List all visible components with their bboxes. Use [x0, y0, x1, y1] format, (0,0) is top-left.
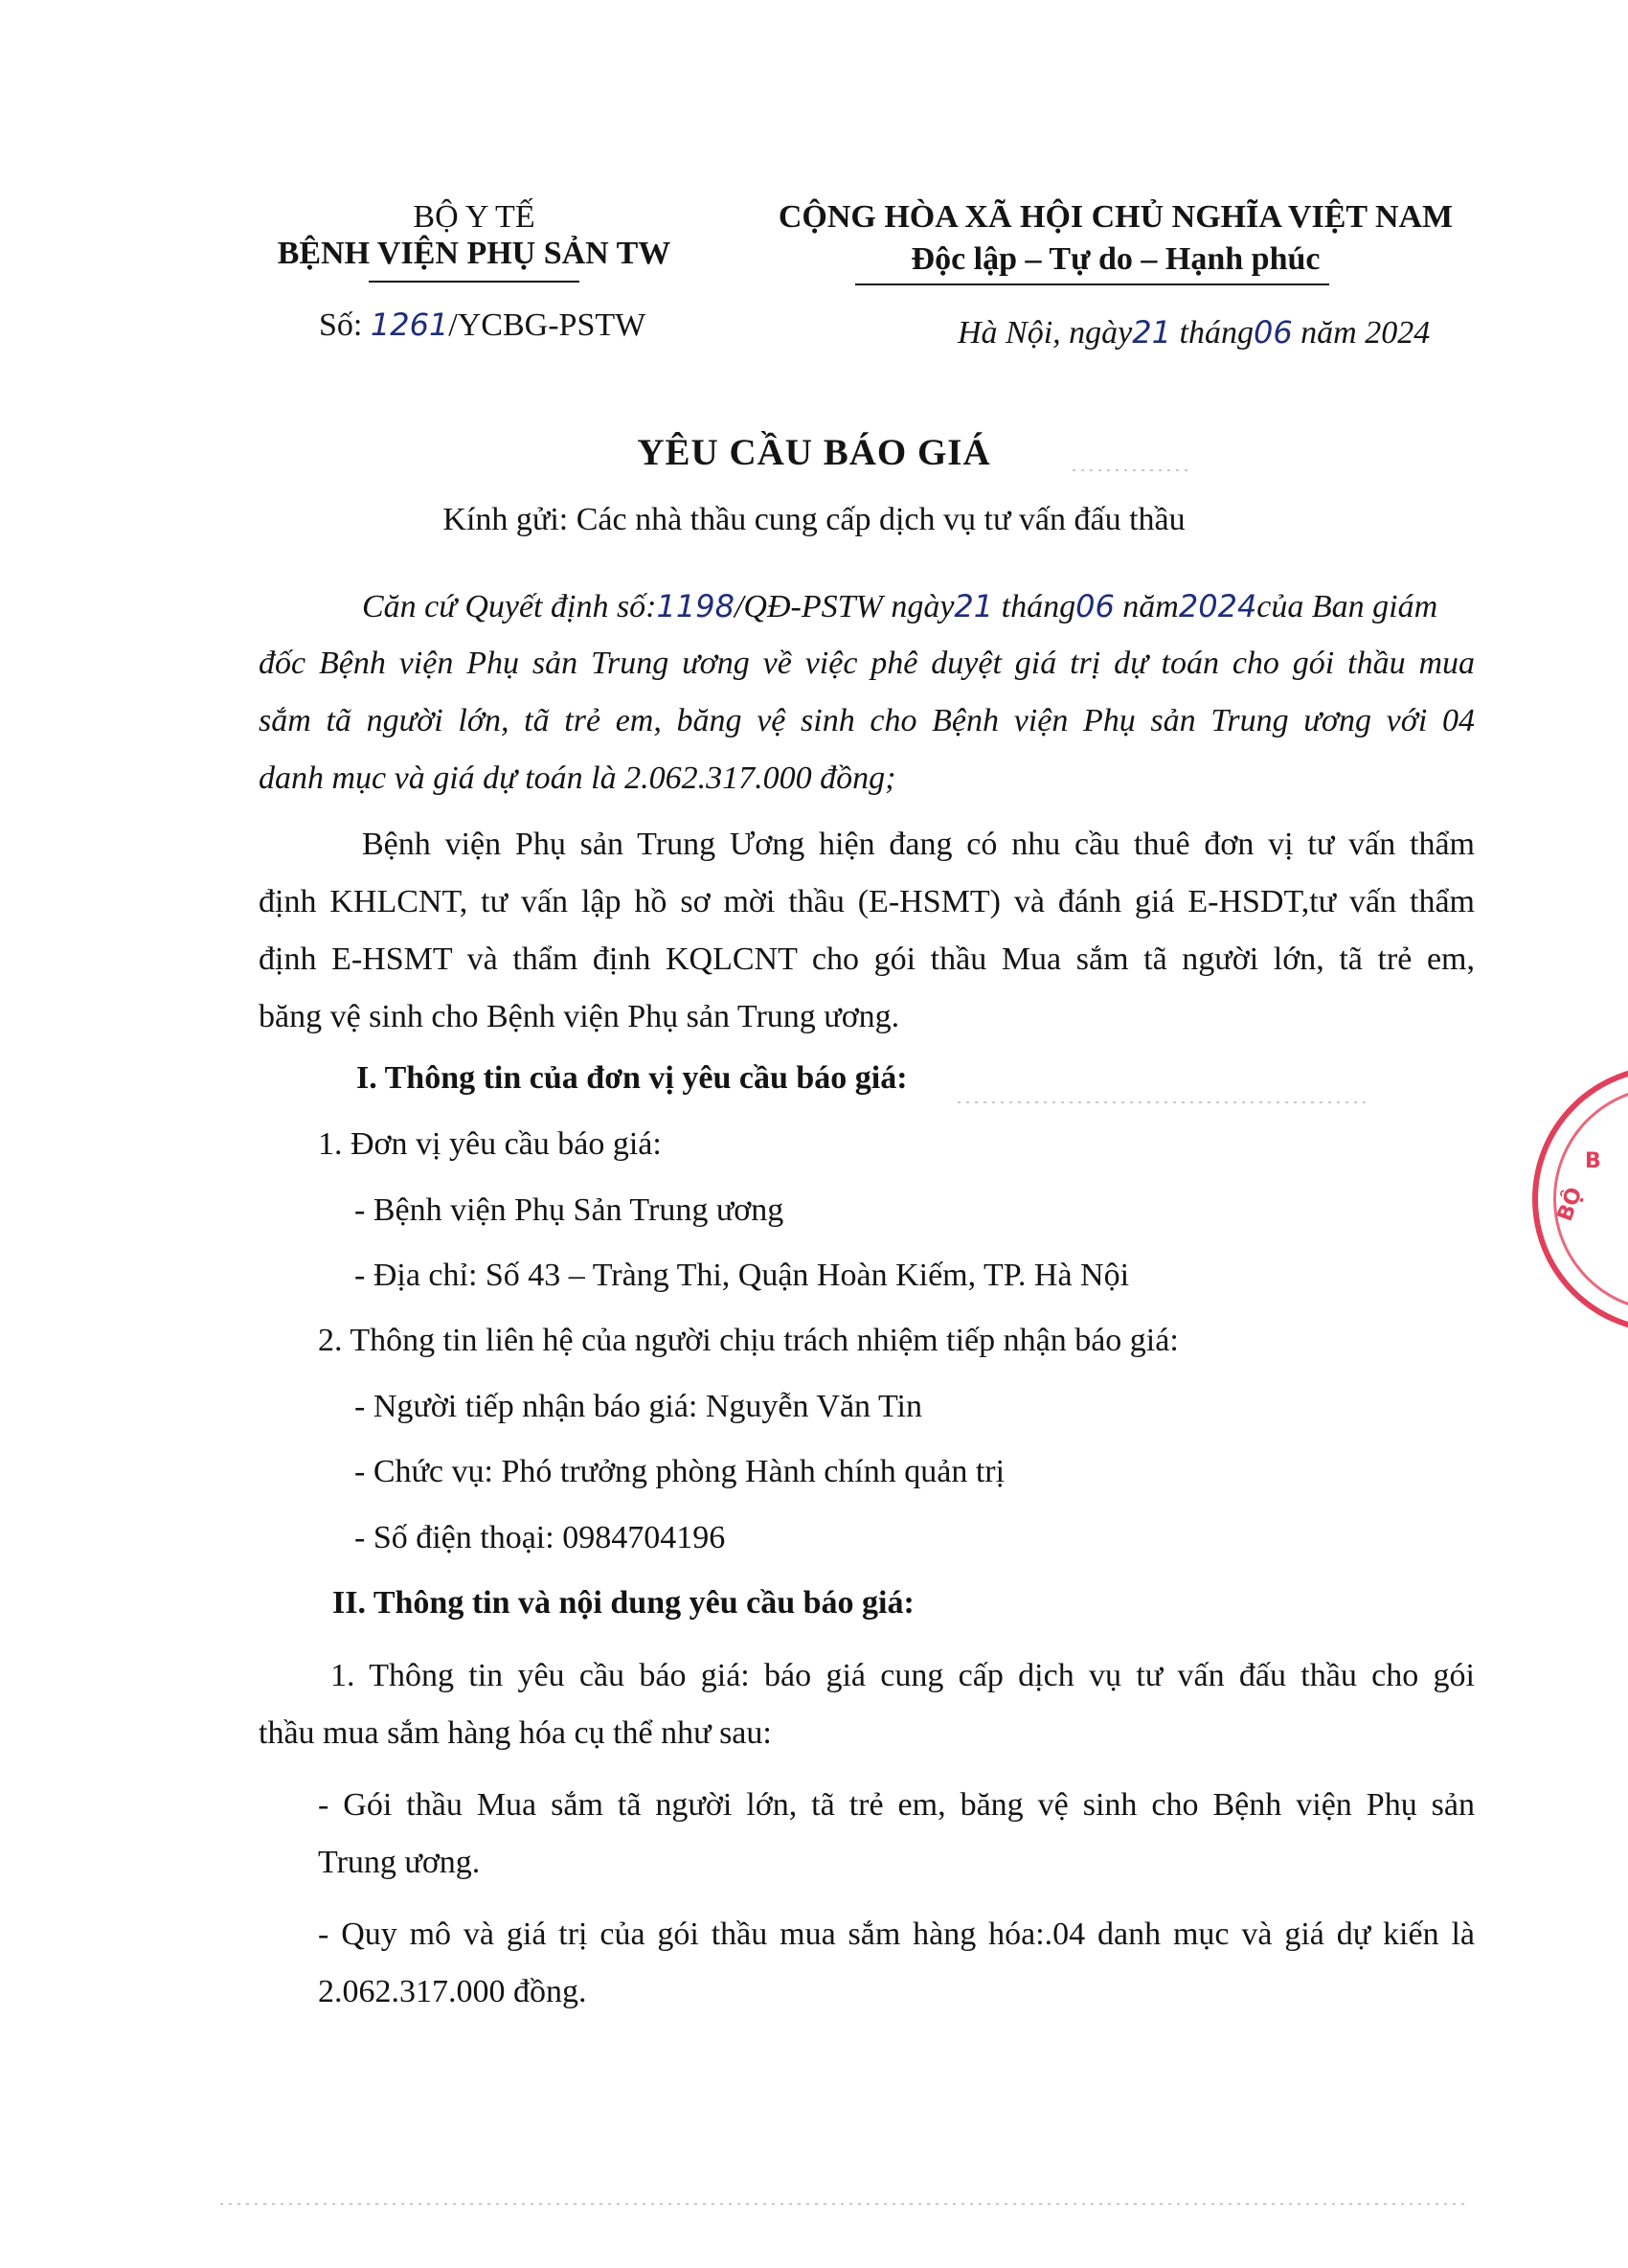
section-2-item-1-line-2: thầu mua sắm hàng hóa cụ thể như sau: [259, 1715, 772, 1751]
document-date [958, 314, 1430, 352]
intro-line-1: Bệnh viện Phụ sản Trung Ương hiện đang có nhu cầu thuê đơn vị tư vấn thẩm [362, 827, 1475, 862]
section-2-bullet-2-line-2: 2.062.317.000 đồng. [318, 1974, 587, 2009]
document-number [319, 306, 645, 344]
date-month-label: tháng [1179, 315, 1254, 351]
basis-text-b: /QĐ-PSTW ngày [734, 589, 955, 624]
date-month: 06 [1253, 314, 1293, 351]
section-2-item-1-line-1: 1. Thông tin yêu cầu báo giá: báo giá cung cấp dịch vụ tư vấn đấu thầu cho gói [330, 1658, 1475, 1693]
scan-artifact [220, 2203, 1465, 2205]
stamp-text-2: BỘ [1552, 1184, 1588, 1225]
motto-underline [855, 284, 1329, 285]
scan-artifact [958, 1101, 1369, 1103]
intro-line-2: định KHLCNT, tư vấn lập hồ sơ mời thầu (E-HSMT) và đánh giá E-HSDT,tư vấn thẩm [259, 884, 1475, 919]
section-1-heading: I. Thông tin của đơn vị yêu cầu báo giá: [356, 1060, 908, 1096]
section-1-item-1b: - Địa chỉ: Số 43 – Tràng Thi, Quận Hoàn Kiếm, TP. Hà Nội [354, 1258, 1130, 1293]
section-1-item-1: 1. Đơn vị yêu cầu báo giá: [318, 1126, 662, 1162]
basis-line-4: danh mục và giá dự toán là 2.062.317.000 đồng; [259, 760, 896, 796]
basis-month: 06 [1075, 588, 1115, 624]
section-2-bullet-1-line-2: Trung ương. [318, 1845, 481, 1880]
section-2-heading: II. Thông tin và nội dung yêu cầu báo giá: [332, 1585, 915, 1621]
intro-line-4: băng vệ sinh cho Bệnh viện Phụ sản Trung ương. [259, 999, 900, 1034]
basis-text-e: của Ban giám [1256, 589, 1438, 624]
number-handwritten: 1261 [370, 306, 449, 343]
country-name: CỘNG HÒA XÃ HỘI CHỦ NGHĨA VIỆT NAM [778, 199, 1454, 235]
basis-line-2: đốc Bệnh viện Phụ sản Trung ương về việc phê duyệt giá trị dự toán cho gói thầu mua [259, 646, 1475, 681]
scan-artifact [1073, 469, 1187, 471]
stamp-text-1: B [1585, 1149, 1601, 1173]
intro-line-3: định E-HSMT và thẩm định KQLCNT cho gói thầu Mua sắm tã người lớn, tã trẻ em, [259, 941, 1475, 977]
basis-paragraph [259, 578, 1475, 807]
section-1-item-1a: - Bệnh viện Phụ Sản Trung ương [354, 1192, 784, 1228]
basis-year: 2024 [1178, 588, 1257, 624]
basis-text-c: tháng [1001, 589, 1076, 624]
recipient-line: Kính gửi: Các nhà thầu cung cấp dịch vụ tư vấn đấu thầu [442, 502, 1186, 537]
national-motto: Độc lập – Tự do – Hạnh phúc [911, 241, 1321, 277]
section-1-item-2c: - Số điện thoại: 0984704196 [354, 1520, 726, 1555]
basis-day: 21 [954, 588, 994, 624]
section-2-bullet-2-line-1: - Quy mô và giá trị của gói thầu mua sắm hàng hóa:.04 danh mục và giá dự kiến là [318, 1916, 1475, 1952]
date-prefix: Hà Nội, ngày [958, 315, 1133, 351]
section-1-item-2: 2. Thông tin liên hệ của người chịu trách nhiệm tiếp nhận báo giá: [318, 1323, 1179, 1358]
date-year: năm 2024 [1300, 315, 1431, 351]
section-2-bullet-2 [318, 1906, 1475, 2021]
basis-line-1 [259, 578, 1475, 635]
section-2-item-1 [259, 1647, 1475, 1762]
date-day: 21 [1132, 314, 1171, 351]
basis-text-a: Căn cứ Quyết định số: [362, 589, 657, 624]
section-1-item-2b: - Chức vụ: Phó trưởng phòng Hành chính quản trị [354, 1454, 1006, 1489]
hospital-underline [369, 281, 579, 283]
document-title: YÊU CẦU BÁO GIÁ [637, 432, 991, 473]
basis-text-d: năm [1122, 589, 1179, 624]
section-2-bullet-1-line-1: - Gói thầu Mua sắm tã người lớn, tã trẻ em, băng vệ sinh cho Bệnh viện Phụ sản [318, 1787, 1475, 1823]
number-prefix: Số: [319, 307, 363, 343]
hospital-name: BỆNH VIỆN PHỤ SẢN TW [277, 236, 671, 271]
section-2-bullet-1 [318, 1777, 1475, 1892]
ministry-name: BỘ Y TẾ [413, 199, 535, 235]
section-1-item-2a: - Người tiếp nhận báo giá: Nguyễn Văn Tin [354, 1389, 922, 1424]
number-suffix: /YCBG-PSTW [448, 307, 646, 343]
basis-decision-number: 1198 [656, 588, 735, 624]
basis-line-3: sắm tã người lớn, tã trẻ em, băng vệ sinh cho Bệnh viện Phụ sản Trung ương với 04 [259, 703, 1475, 738]
intro-paragraph [259, 816, 1475, 1046]
